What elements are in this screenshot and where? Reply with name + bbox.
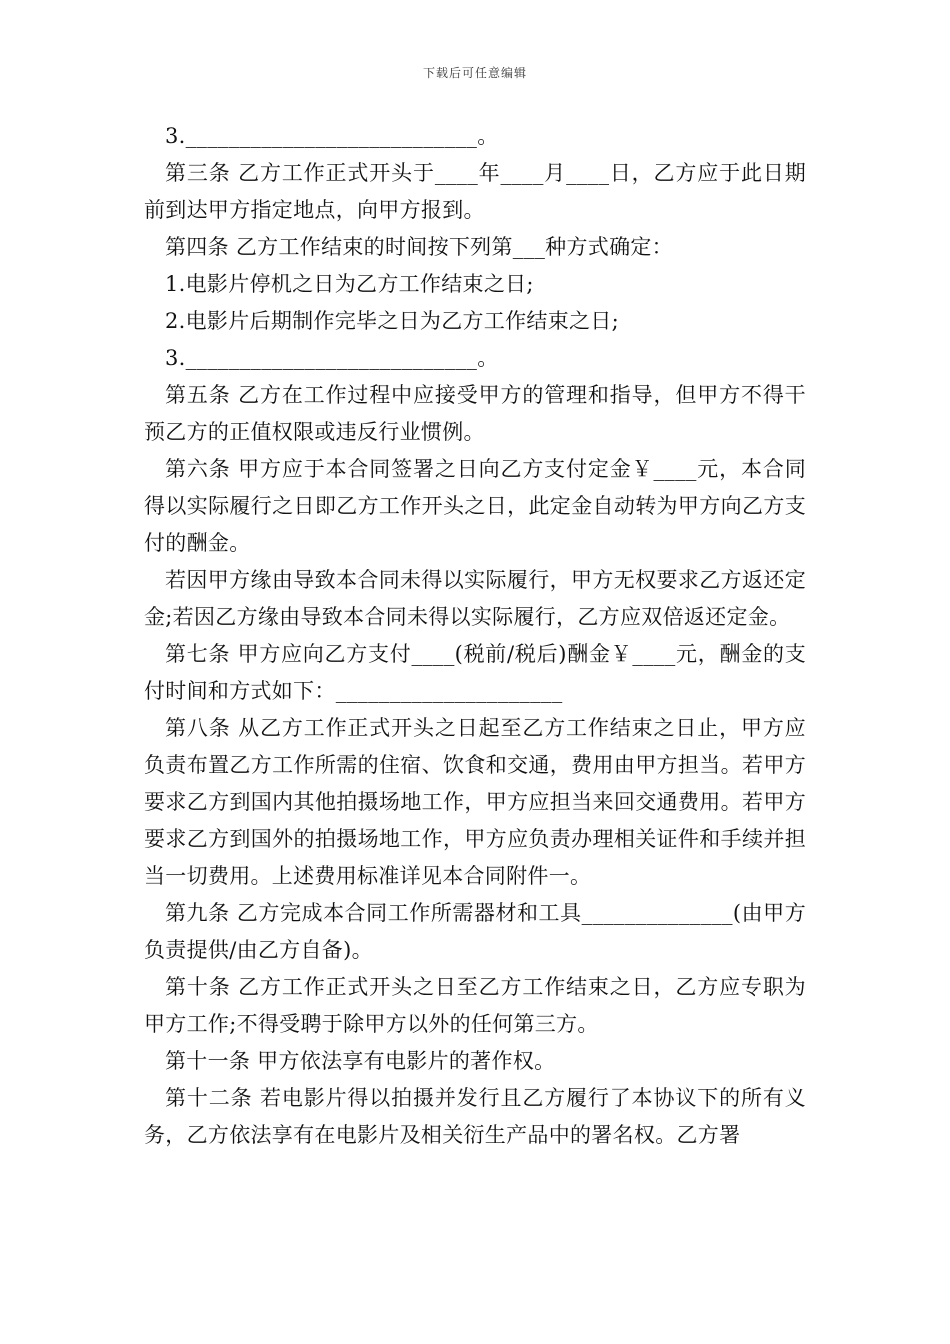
paragraph-article-11: 第十一条 甲方依法享有电影片的著作权。 bbox=[165, 1049, 556, 1073]
paragraph-article-6-deposit: 若因甲方缘由导致本合同未得以实际履行，甲方无权要求乙方返还定金;若因乙方缘由导致本合同未得以实际履行，乙方应双倍返还定金。 bbox=[144, 568, 806, 629]
page-header: 下载后可任意编辑 bbox=[422, 66, 527, 80]
paragraph-article-7: 第七条 甲方应向乙方支付____(税前/税后)酬金￥____元，酬金的支付时间和方式如下：_____________________ bbox=[144, 642, 806, 703]
paragraph-article-12: 第十二条 若电影片得以拍摄并发行且乙方履行了本协议下的所有义务，乙方依法享有在电影片及相关衍生产品中的署名权。乙方署 bbox=[144, 1086, 806, 1147]
paragraph-article-9: 第九条 乙方完成本合同工作所需器材和工具______________(由甲方负责提供/由乙方自备)。 bbox=[144, 901, 807, 962]
paragraph-article-4-item-2: 2.电影片后期制作完毕之日为乙方工作结束之日; bbox=[165, 309, 620, 333]
paragraph-article-4-item-3: 3.___________________________。 bbox=[165, 346, 499, 370]
document-body bbox=[144, 118, 806, 1154]
paragraph-clause-3-item: 3.___________________________。 bbox=[165, 124, 499, 148]
paragraph-article-10: 第十条 乙方工作正式开头之日至乙方工作结束之日，乙方应专职为甲方工作;不得受聘于除甲方以外的任何第三方。 bbox=[144, 975, 806, 1036]
paragraph-article-3: 第三条 乙方工作正式开头于____年____月____日，乙方应于此日期前到达甲方指定地点，向甲方报到。 bbox=[144, 161, 806, 222]
paragraph-article-5: 第五条 乙方在工作过程中应接受甲方的管理和指导，但甲方不得干预乙方的正值权限或违反行业惯例。 bbox=[144, 383, 806, 444]
paragraph-article-8: 第八条 从乙方工作正式开头之日起至乙方工作结束之日止，甲方应负责布置乙方工作所需的住宿、饮食和交通，费用由甲方担当。若甲方要求乙方到国内其他拍摄场地工作，甲方应担当来回交通费用。若甲方要求乙方到国外的拍摄场地工作，甲方应负责办理相关证件和手续并担当一切费用。上述费用标准详见本合同附件一。 bbox=[144, 716, 806, 888]
paragraph-article-4: 第四条 乙方工作结束的时间按下列第___种方式确定： bbox=[165, 235, 673, 259]
paragraph-article-6: 第六条 甲方应于本合同签署之日向乙方支付定金￥____元，本合同得以实际履行之日即乙方工作开头之日，此定金自动转为甲方向乙方支付的酬金。 bbox=[144, 457, 806, 555]
paragraph-article-4-item-1: 1.电影片停机之日为乙方工作结束之日; bbox=[165, 272, 534, 296]
